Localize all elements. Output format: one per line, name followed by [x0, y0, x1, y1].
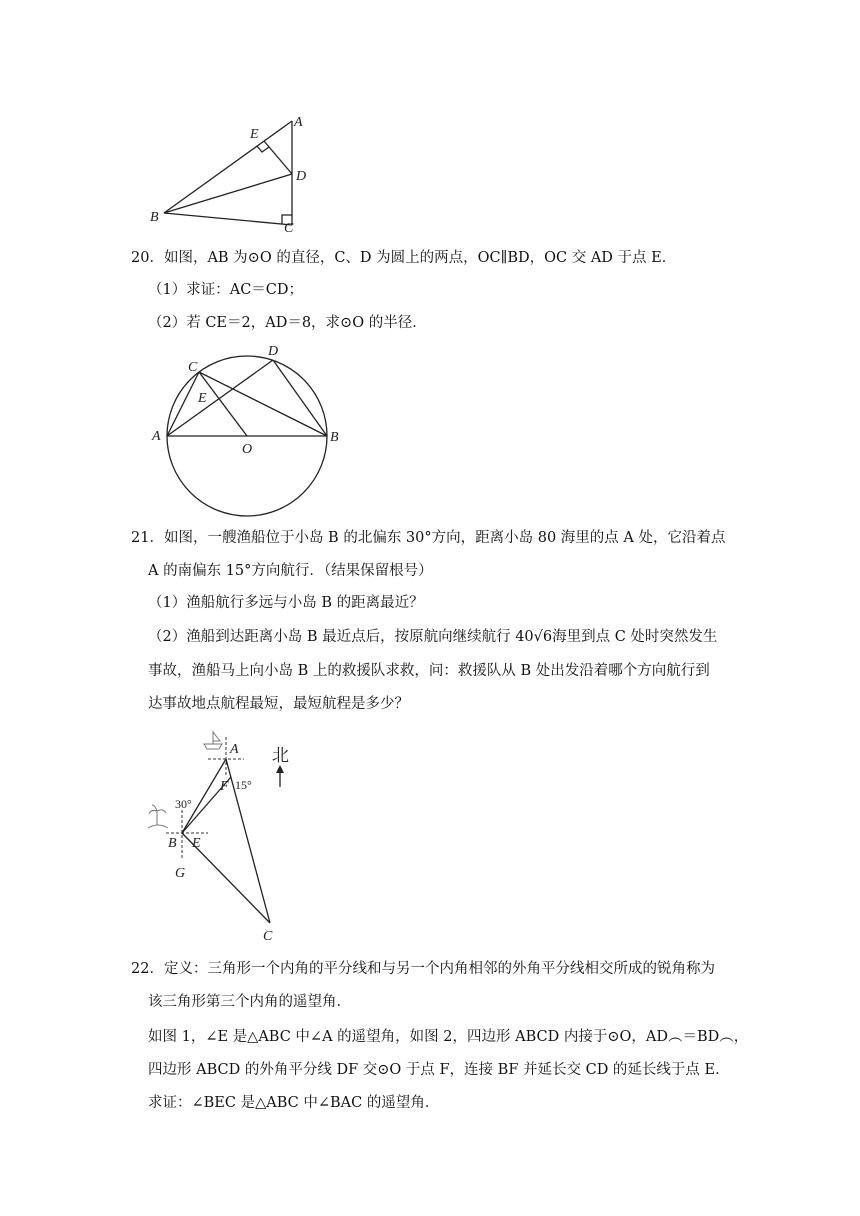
label-b: B	[330, 430, 339, 445]
q20-part2: （2）若 CE＝2，AD＝8，求⊙O 的半径．	[148, 315, 427, 331]
segment-cb	[199, 372, 327, 436]
segment-ab	[164, 121, 292, 213]
figure-21	[140, 725, 310, 945]
label-e: E	[192, 836, 201, 851]
label-c: C	[284, 221, 294, 236]
q21-line2: A 的南偏东 15°方向航行．（结果保留根号）	[148, 563, 433, 579]
label-b: B	[150, 210, 159, 225]
label-e: E	[250, 127, 259, 142]
label-o: O	[242, 442, 253, 457]
label-angle-30: 30°	[175, 797, 192, 811]
north-arrowhead-icon	[276, 765, 284, 773]
label-d: D	[296, 169, 307, 184]
segment-ac	[167, 372, 199, 436]
q22-line5: 求证：∠BEC 是△ABC 中∠BAC 的遥望角．	[148, 1095, 440, 1111]
q22-line3: 如图 1，∠E 是△ABC 中∠A 的遥望角，如图 2，四边形 ABCD 内接于⊙O，AD︵＝BD︵，	[148, 1029, 749, 1045]
label-a: A	[294, 115, 303, 130]
label-f: F	[220, 779, 229, 794]
q21-part2-line1: （2）渔船到达距离小岛 B 最近点后，按原航向继续航行 40√6海里到点 C 处时突然发生	[148, 629, 718, 645]
segment-bc	[164, 213, 292, 225]
q21-line1: 21．如图，一艘渔船位于小岛 B 的北偏东 30°方向，距离小岛 80 海里的点 A 处，它沿着点	[131, 530, 726, 546]
q21-part2-line3: 达事故地点航程最短，最短航程是多少？	[148, 696, 409, 712]
label-a: A	[230, 742, 239, 757]
label-angle-15: 15°	[235, 778, 252, 792]
label-a: A	[152, 429, 161, 444]
q22-line1: 22．定义：三角形一个内角的平分线和与另一个内角相邻的外角平分线相交所成的锐角称为	[131, 961, 715, 977]
q20-stem: 20．如图，AB 为⊙O 的直径，C、D 为圆上的两点，OC∥BD，OC 交 AD 于点 E．	[131, 250, 677, 266]
segment-db	[273, 360, 327, 436]
segment-ba	[182, 759, 226, 833]
q21-part2-line2: 事故，渔船马上向小岛 B 上的救援队求救，问：救援队从 B 处出发沿着哪个方向航行到	[148, 663, 710, 679]
q20-part1: （1）求证：AC＝CD；	[148, 282, 304, 298]
figure-19	[140, 108, 320, 238]
label-e: E	[198, 391, 207, 406]
segment-de	[264, 141, 292, 174]
label-b: B	[168, 836, 177, 851]
label-d: D	[268, 344, 279, 359]
label-c: C	[263, 929, 273, 944]
q21-part1: （1）渔船航行多远与小岛 B 的距离最近？	[148, 595, 424, 611]
boat-icon	[204, 731, 222, 749]
island-icon	[148, 805, 168, 828]
label-g: G	[175, 866, 186, 881]
label-north: 北	[272, 746, 289, 766]
right-angle-mark-e	[257, 146, 269, 152]
segment-bd	[164, 174, 292, 213]
segment-ad	[167, 360, 273, 436]
q22-line4: 四边形 ABCD 的外角平分线 DF 交⊙O 于点 F，连接 BF 并延长交 CD 的延长线于点 E．	[148, 1062, 730, 1078]
label-c: C	[188, 360, 198, 375]
figure-20	[148, 340, 358, 515]
q22-line2: 该三角形第三个内角的遥望角．	[148, 994, 351, 1010]
